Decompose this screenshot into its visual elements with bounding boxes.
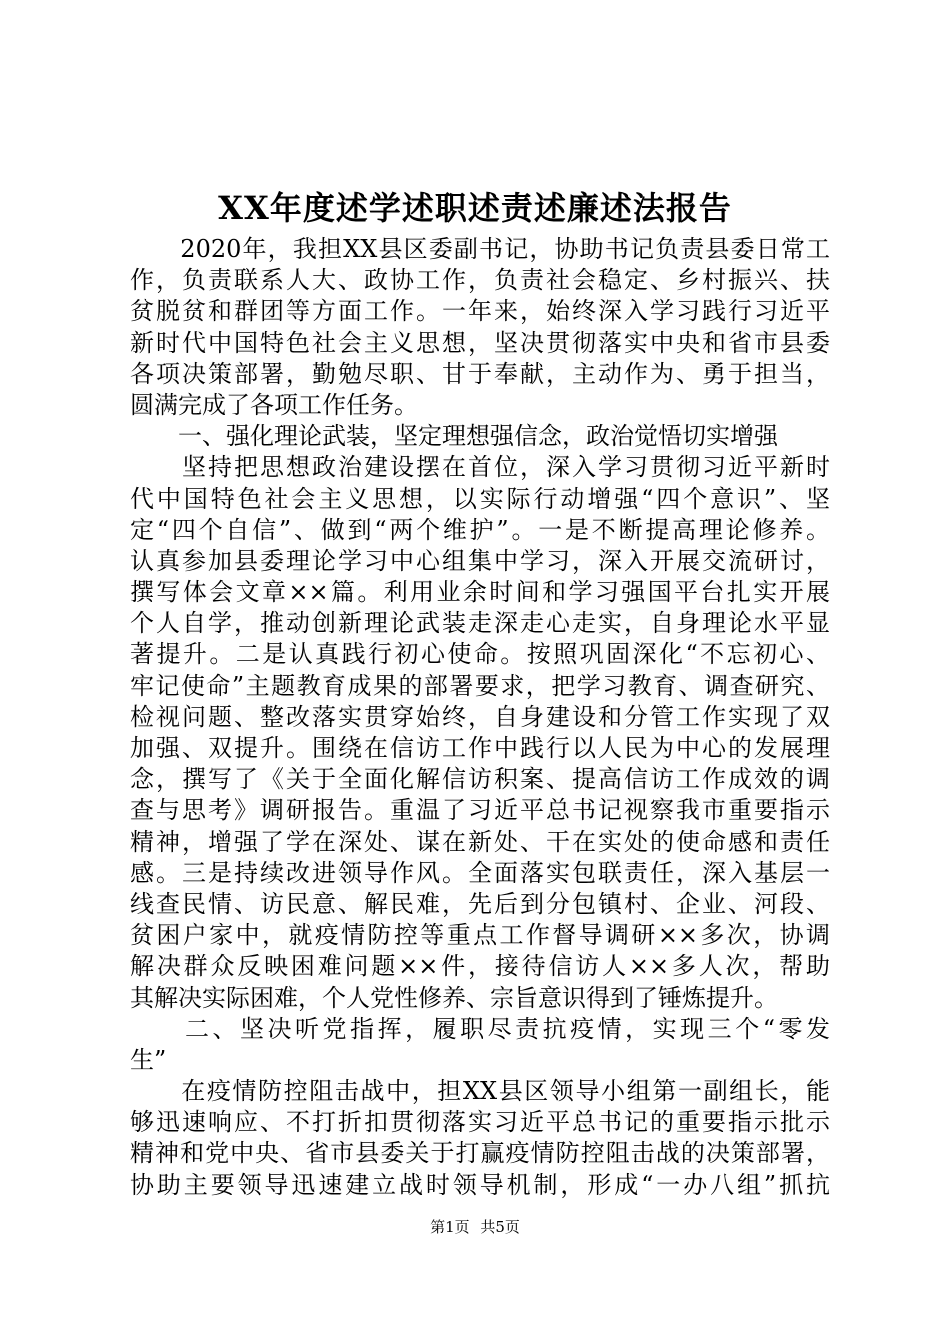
text-line: 精神和党中央、省市县委关于打赢疫情防控阻击战的决策部署， [130, 1139, 830, 1168]
text-line: 感。三是持续改进领导作风。全面落实包联责任，深入基层一 [130, 858, 830, 887]
text-line: 在疫情防控阻击战中，担XX县区领导小组第一副组长，能 [130, 1077, 830, 1106]
text-line: 检视问题、整改落实贯穿始终，自身建设和分管工作实现了双 [130, 702, 830, 731]
text-line: 作，负责联系人大、政协工作，负责社会稳定、乡村振兴、扶 [130, 266, 830, 295]
text-line: 解决群众反映困难问题××件，接待信访人××多人次，帮助 [130, 952, 830, 981]
text-line: 一、强化理论武装，坚定理想强信念，政治觉悟切实增强 [130, 422, 778, 451]
text-line: 贫脱贫和群团等方面工作。一年来，始终深入学习践行习近平 [130, 297, 830, 326]
text-line: 够迅速响应、不打折扣贯彻落实习近平总书记的重要指示批示 [130, 1108, 830, 1137]
text-line: 协助主要领导迅速建立战时领导机制，形成“一办八组”抓抗 [130, 1170, 830, 1199]
text-line: 圆满完成了各项工作任务。 [130, 390, 418, 419]
text-line: 代中国特色社会主义思想，以实际行动增强“四个意识”、坚 [130, 484, 830, 513]
text-line: 念，撰写了《关于全面化解信访积案、提高信访工作成效的调 [130, 765, 830, 794]
page-number: 第1页 [430, 1218, 470, 1236]
text-line: 其解决实际困难，个人党性修养、宗旨意识得到了锤炼提升。 [130, 983, 778, 1012]
text-line: 撰写体会文章××篇。利用业余时间和学习强国平台扎实开展 [130, 578, 830, 607]
document-title: XX年度述学述职述责述廉述法报告 [218, 189, 732, 227]
text-line: 二、坚决听党指挥，履职尽责抗疫情，实现三个“零发 [130, 1014, 830, 1043]
text-line: 加强、双提升。围绕在信访工作中践行以人民为中心的发展理 [130, 734, 830, 762]
text-line: 新时代中国特色社会主义思想，坚决贯彻落实中央和省市县委 [130, 328, 830, 357]
text-line: 2020年，我担XX县区委副书记，协助书记负责县委日常工 [130, 235, 830, 263]
document-body [130, 234, 830, 1201]
text-line: 牢记使命”主题教育成果的部署要求，把学习教育、调查研究、 [130, 671, 830, 700]
text-line: 定“四个自信”、做到“两个维护”。一是不断提高理论修养。 [130, 515, 830, 544]
page-total: 共5页 [480, 1218, 520, 1236]
text-line: 坚持把思想政治建设摆在首位，深入学习贯彻习近平新时 [130, 453, 830, 482]
text-line: 线查民情、访民意、解民难，先后到分包镇村、企业、河段、 [130, 889, 830, 918]
page-footer [0, 1217, 950, 1237]
text-line: 个人自学，推动创新理论武装走深走心走实，自身理论水平显 [130, 609, 830, 638]
text-line: 查与思考》调研报告。重温了习近平总书记视察我市重要指示 [130, 796, 830, 825]
text-line: 著提升。二是认真践行初心使命。按照巩固深化“不忘初心、 [130, 640, 830, 669]
text-line: 贫困户家中，就疫情防控等重点工作督导调研××多次，协调 [130, 921, 830, 950]
text-line: 各项决策部署，勤勉尽职、甘于奉献，主动作为、勇于担当， [130, 359, 830, 388]
text-line: 精神，增强了学在深处、谋在新处、干在实处的使命感和责任 [130, 827, 830, 856]
text-line: 认真参加县委理论学习中心组集中学习，深入开展交流研讨， [130, 546, 830, 575]
text-line: 生” [130, 1045, 167, 1074]
